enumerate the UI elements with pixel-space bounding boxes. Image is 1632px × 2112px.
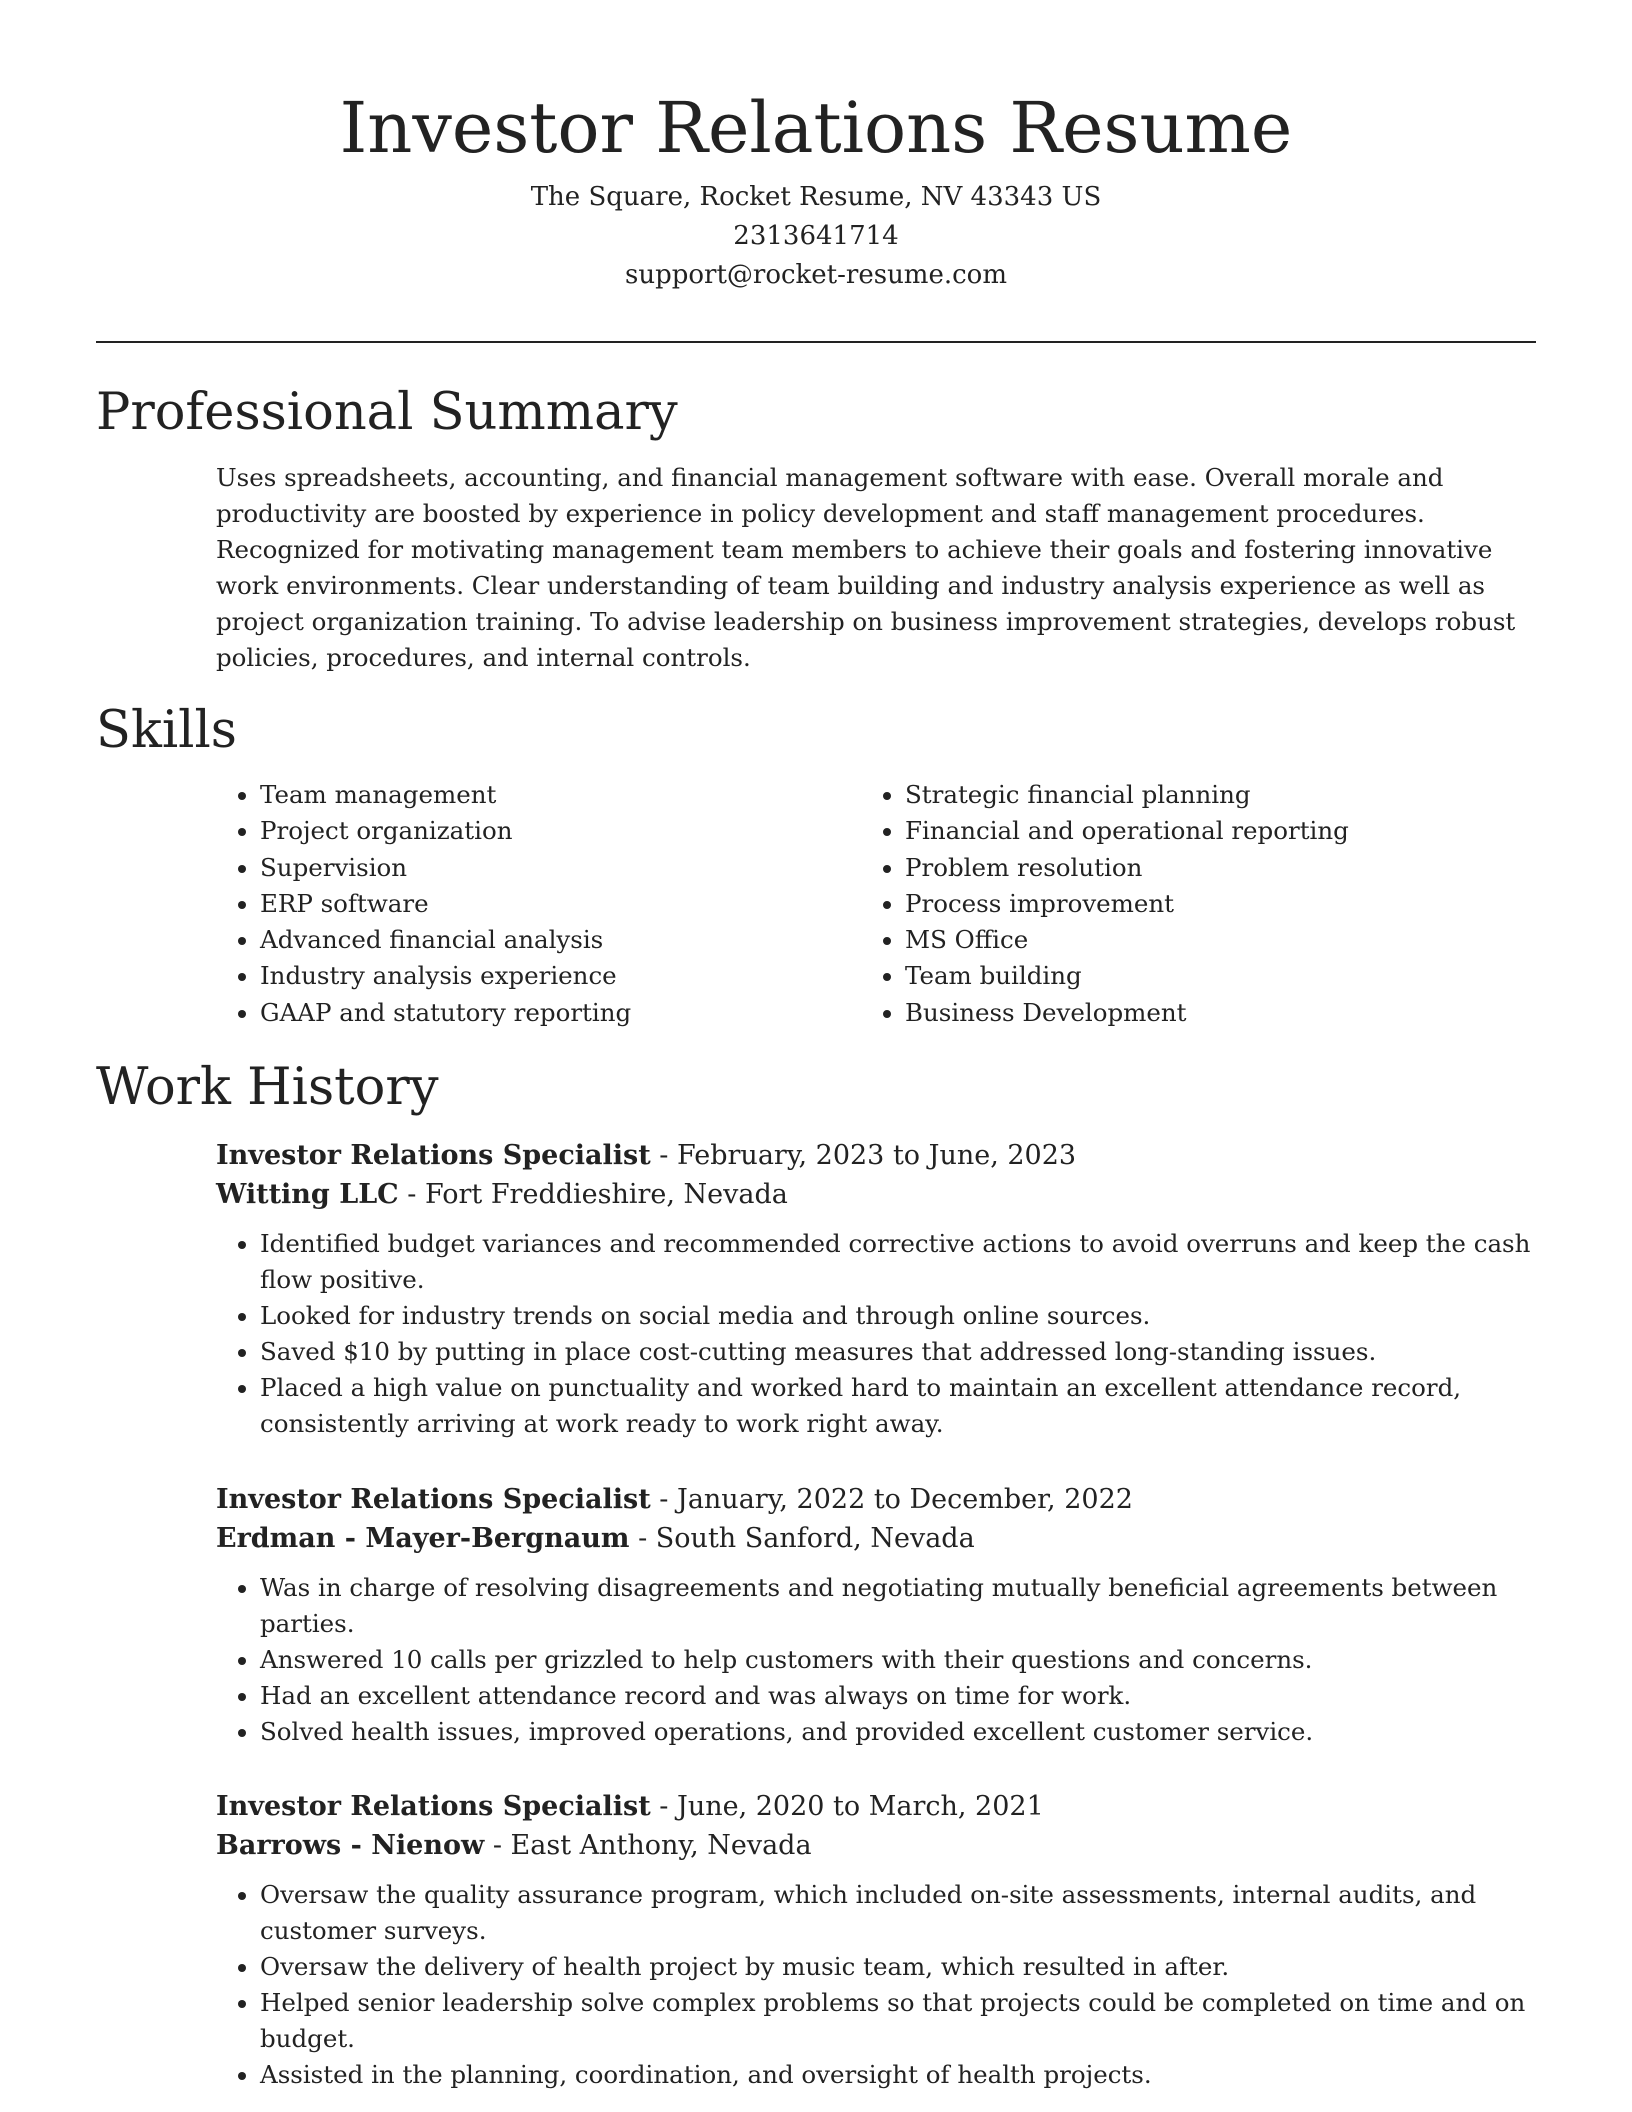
job-bullet: • Solved health issues, improved operations, and provided excellent customer service. [260, 1714, 1546, 1750]
resume-title: Investor Relations Resume [339, 87, 1293, 169]
skills-list-left [216, 777, 860, 1031]
skill-item: • GAAP and statutory reporting [260, 995, 860, 1031]
summary-heading: Professional Summary [96, 383, 678, 442]
job-bullet: • Helped senior leadership solve complex problems so that projects could be completed on time and on budget. [260, 1985, 1546, 2057]
skills-list-right [861, 777, 1585, 1031]
job-title-line: Investor Relations Specialist - February, 2023 to June, 2023 [216, 1140, 1077, 1171]
job-location: East Anthony, Nevada [510, 1830, 812, 1861]
job-title-line: Investor Relations Specialist - June, 2020 to March, 2021 [216, 1791, 1044, 1822]
job-bullet: • Identified budget variances and recommended corrective actions to avoid overruns and keep the cash flow positive. [260, 1226, 1546, 1298]
job-title: Investor Relations Specialist [216, 1791, 651, 1822]
job-bullet: • Was in charge of resolving disagreements and negotiating mutually beneficial agreements between parties. [260, 1570, 1546, 1642]
job-company-line: Barrows - Nienow - East Anthony, Nevada [216, 1830, 812, 1861]
job-bullet-list [216, 1570, 1546, 1750]
resume-header [0, 0, 1632, 295]
work-history-heading: Work History [96, 1058, 439, 1117]
job-company: Erdman - Mayer-Bergnaum [216, 1523, 630, 1554]
job-bullet-list [216, 1877, 1546, 2093]
summary-text: Uses spreadsheets, accounting, and financial management software with ease. Overall morale and productivity are boosted by experience in policy development and staff management procedures. Recognized for motivating management team members to achieve their goals and fostering innovative work environments. Clear understanding of team building and industry analysis experience as well as project organization training. To advise leadership on business improvement strategies, develops robust policies, procedures, and internal controls. [216, 463, 1516, 672]
job-bullet: • Saved $10 by putting in place cost-cutting measures that addressed long-standing issues. [260, 1334, 1546, 1370]
skill-item: • Team management [260, 777, 860, 813]
skill-item: • MS Office [905, 922, 1585, 958]
job-dates: June, 2020 to March, 2021 [677, 1791, 1044, 1822]
job-entry [216, 1787, 1546, 2093]
job-bullet: • Oversaw the quality assurance program, which included on-site assessments, internal audits, and customer surveys. [260, 1877, 1546, 1949]
contact-block [0, 178, 1632, 295]
job-bullet: • Had an excellent attendance record and was always on time for work. [260, 1678, 1546, 1714]
job-company-line: Witting LLC - Fort Freddieshire, Nevada [216, 1179, 788, 1210]
job-dates: January, 2022 to December, 2022 [677, 1484, 1133, 1515]
skill-item: • Advanced financial analysis [260, 922, 860, 958]
skill-item: • Project organization [260, 813, 860, 849]
job-company: Witting LLC [216, 1179, 399, 1210]
job-bullet: • Looked for industry trends on social media and through online sources. [260, 1298, 1546, 1334]
job-company: Barrows - Nienow [216, 1830, 485, 1861]
skill-item: • Business Development [905, 995, 1585, 1031]
job-dates: February, 2023 to June, 2023 [677, 1140, 1077, 1171]
job-title: Investor Relations Specialist [216, 1484, 651, 1515]
skill-item: • Financial and operational reporting [905, 813, 1585, 849]
skill-item: • Problem resolution [905, 850, 1585, 886]
job-bullet: • Assisted in the planning, coordination, and oversight of health projects. [260, 2057, 1546, 2093]
job-location: Fort Freddieshire, Nevada [424, 1179, 788, 1210]
contact-email: support@rocket-resume.com [624, 260, 1007, 290]
job-bullet-list [216, 1226, 1546, 1442]
header-divider [96, 341, 1536, 343]
job-title-line: Investor Relations Specialist - January, 2022 to December, 2022 [216, 1484, 1133, 1515]
job-entry [216, 1480, 1546, 1750]
job-company-line: Erdman - Mayer-Bergnaum - South Sanford, Nevada [216, 1523, 975, 1554]
job-title: Investor Relations Specialist [216, 1140, 651, 1171]
job-location: South Sanford, Nevada [655, 1523, 975, 1554]
job-entry [216, 1136, 1546, 1442]
job-bullet: • Oversaw the delivery of health project by music team, which resulted in after. [260, 1949, 1546, 1985]
skill-item: • Supervision [260, 850, 860, 886]
skill-item: • ERP software [260, 886, 860, 922]
skill-item: • Team building [905, 958, 1585, 994]
skill-item: • Strategic financial planning [905, 777, 1585, 813]
skills-heading: Skills [96, 701, 237, 760]
job-bullet: • Placed a high value on punctuality and worked hard to maintain an excellent attendance record, consistently arriving at work ready to work right away. [260, 1370, 1546, 1442]
job-bullet: • Answered 10 calls per grizzled to help customers with their questions and concerns. [260, 1642, 1546, 1678]
contact-phone: 2313641714 [733, 221, 899, 251]
skill-item: • Process improvement [905, 886, 1585, 922]
skill-item: • Industry analysis experience [260, 958, 860, 994]
contact-address: The Square, Rocket Resume, NV 43343 US [530, 182, 1102, 212]
